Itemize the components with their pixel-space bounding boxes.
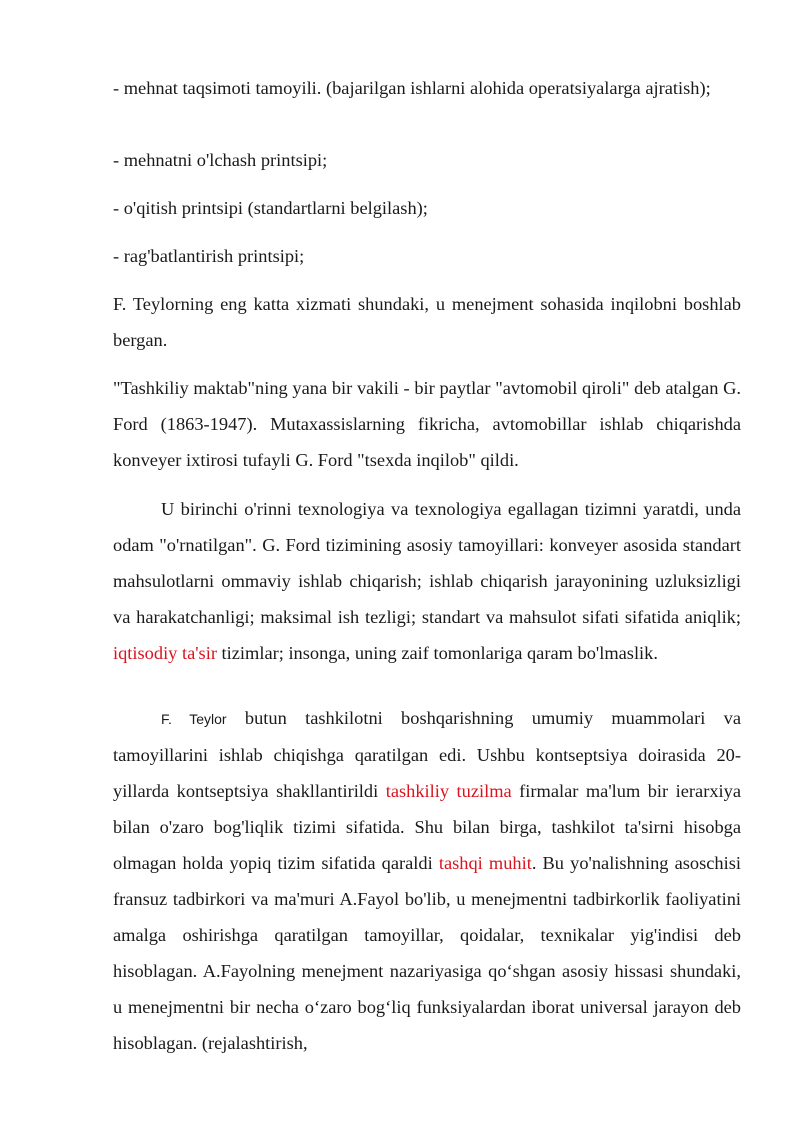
paragraph-text: firmalar ma'lum bir ierarxiya bilan o'zaro bog'liqlik tizimi sifatida. Shu bilan birga, tashkilot ta'sirni hisobga olmagan holda yopiq tizim sifatida qaraldi (113, 781, 741, 873)
paragraph-text: - o'qitish printsipi (standartlarni belgilash); (113, 198, 428, 218)
paragraph-taylor-merit (113, 286, 741, 358)
paragraph-training-principle (113, 190, 741, 226)
paragraph-text: - rag'batlantirish printsipi; (113, 246, 305, 266)
paragraph-text: F. Teylorning eng katta xizmati shundaki, u menejment sohasida inqilobni boshlab bergan. (113, 294, 741, 350)
paragraph-text: - mehnat taqsimoti tamoyili. (bajarilgan ishlarni alohida operatsiyalarga ajratish); (113, 78, 711, 98)
paragraph-text: tizimlar; insonga, uning zaif tomonlariga qaram bo'lmaslik. (216, 643, 658, 663)
link-organizational-structure[interactable]: tashkiliy tuzilma (385, 781, 512, 801)
paragraph-ford-intro (113, 370, 741, 478)
paragraph-text: "Tashkiliy maktab"ning yana bir vakili - bir paytlar "avtomobil qiroli" deb atalgan G. Ford (1863-1947). Mutaxassislarning fikricha, avtomobillar ishlab chiqarishda konveyer ixtirosi tufayli G. Ford "tsexda inqilob" qildi. (113, 378, 741, 470)
paragraph-taylor-fayol (113, 700, 741, 1061)
paragraph-text: U birinchi o'rinni texnologiya va texnologiya egallagan tizimni yaratdi, unda odam "o'rnatilgan". G. Ford tizimining asosiy tamoyillari: konveyer asosida standart mahsulotlarni ommaviy ishlab chiqarish; ishlab chiqarish jarayonining uzluksizligi va harakatchanligi; maksimal ish tezligi; standart va mahsulot sifati sifatida aniqlik; (113, 499, 741, 627)
paragraph-text: . Bu yo'nalishning asoschisi fransuz tadbirkori va ma'muri A.Fayol bo'lib, u menejmentni tadbirkorlik faoliyatini amalga oshirishga qaratilgan tamoyillar, qoidalar, texnikalar yig'indisi deb hisoblagan. A.Fayolning menejment nazariyasiga qo‘shgan asosiy hissasi shundaki, u menejmentni bir necha o‘zaro bog‘liq funksiyalardan iborat universal jarayon deb hisoblagan. (rejalashtirish, (113, 853, 741, 1053)
paragraph-text: butun tashkilotni boshqarishning umumiy muammolari va tamoyillarini ishlab chiqishga qaratilgan edi. Ushbu kontseptsiya doirasida 20-yillarda kontseptsiya shakllantirildi (113, 708, 741, 801)
paragraph-text: - mehnatni o'lchash printsipi; (113, 150, 328, 170)
link-external-environment[interactable]: tashqi muhit (438, 853, 532, 873)
paragraph-ford-principles (113, 491, 741, 671)
paragraph-incentive-principle (113, 238, 741, 274)
link-economic-impact[interactable]: iqtisodiy ta'sir (113, 643, 217, 663)
paragraph-division-of-labor (113, 70, 741, 106)
paragraph-measurement-principle (113, 142, 741, 178)
author-name: F. Teylor (161, 711, 227, 727)
